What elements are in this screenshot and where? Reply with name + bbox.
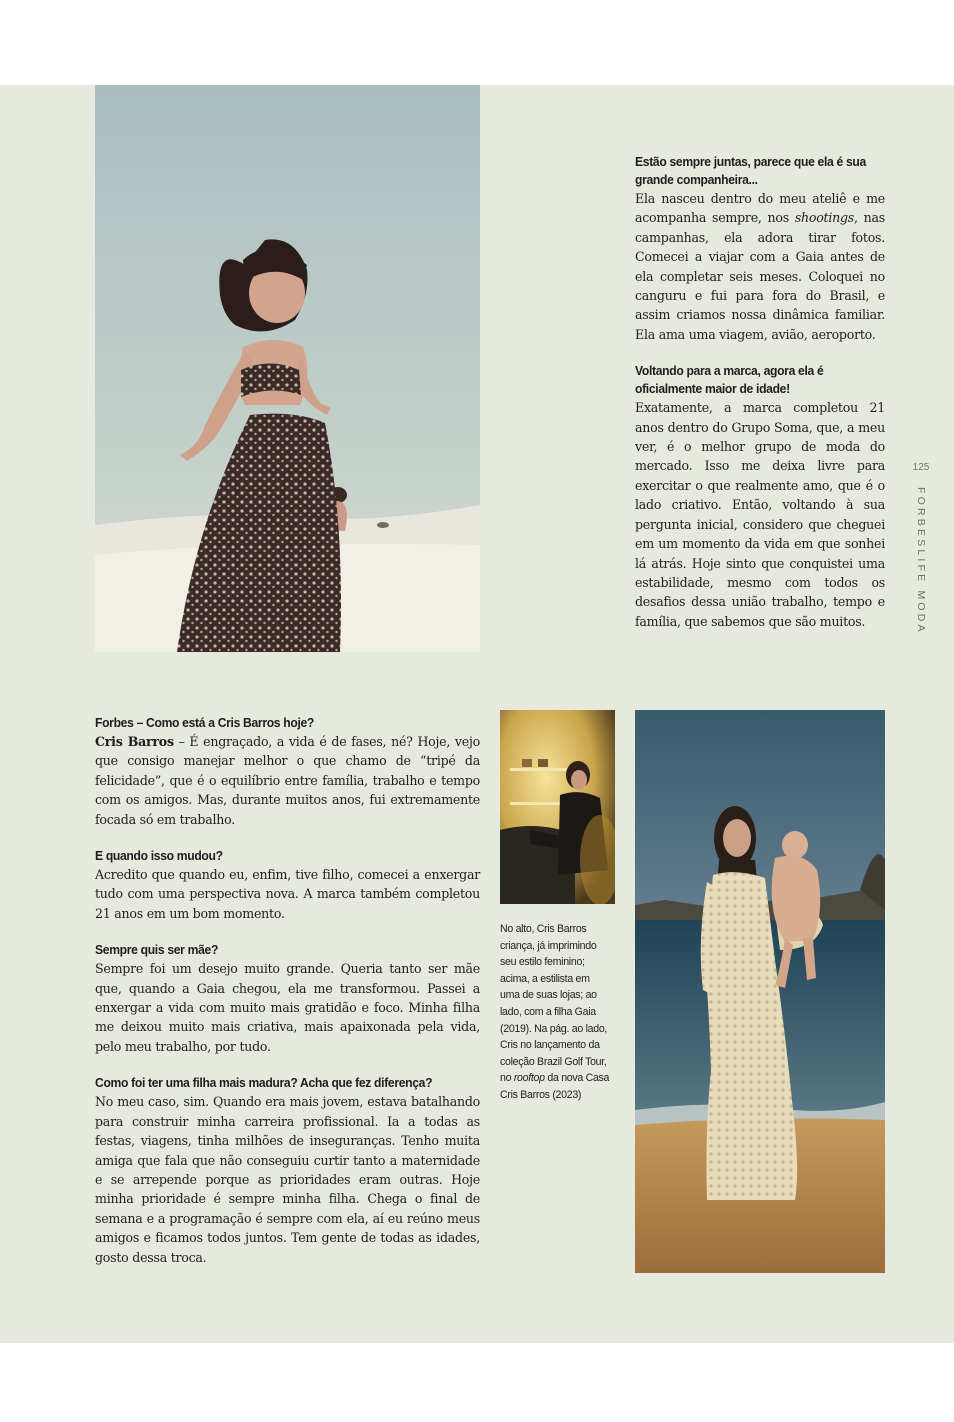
- photo-caption: No alto, Cris Barros criança, já imprimindo seu estilo feminino; acima, a estilista em uma de suas lojas; ao lado, com a filha Gaia (2019). Na pág. ao lado, Cris no lançamento da coleção Brazil Golf Tour, no rooftop da nova Casa Cris Barros (2023): [500, 923, 610, 1101]
- answer-paragraph: Cris Barros – É engraçado, a vida é de fases, né? Hoje, vejo que consigo manejar melhor o que chamo de “tripé da felicidade”, que é o equilíbrio entre família, trabalho e tempo com os amigos. Mas, durante muitos anos, fui extremamente focada só em trabalho.: [95, 734, 480, 827]
- question-heading: Forbes – Como está a Cris Barros hoje?: [95, 715, 315, 730]
- right-column: [635, 153, 885, 649]
- answer-paragraph: Sempre foi um desejo muito grande. Queria tanto ser mãe que, quando a Gaia chegou, ela me transformou. Passei a enxergar a vida com muito mais gratidão e foco. Minha filha me deixou muito mais criativa, mais apaixonada pela vida, pelo meu trabalho, por tudo.: [95, 961, 480, 1054]
- question-heading: Sempre quis ser mãe?: [95, 942, 219, 958]
- question-heading: Voltando para a marca, agora ela é oficialmente maior de idade!: [635, 363, 824, 397]
- speaker-name: Cris Barros: [95, 734, 174, 749]
- childhood-beach-photo: [95, 85, 480, 652]
- answer-paragraph: Exatamente, a marca completou 21 anos dentro do Grupo Soma, que, a meu ver, é o melhor grupo de moda do mercado. Isso me deixa livre para exercitar o que realmente amo, que é o lado criativo. Então, voltando à sua pergunta inicial, considero que cheguei em um momento da vida em que sonhei lá atrás. Hoje sinto que conquistei uma estabilidade, mesmo com todos os desafios dessa união trabalho, tempo e família, que sabemos que são muitos.: [635, 400, 885, 629]
- question-heading: E quando isso mudou?: [95, 848, 223, 864]
- answer-paragraph: Acredito que quando eu, enfim, tive filho, comecei a enxergar tudo com uma perspectiva nova. A marca também completou 21 anos em um bom momento.: [95, 867, 480, 921]
- page-number: 125: [912, 462, 930, 473]
- answer-paragraph: No meu caso, sim. Quando era mais jovem, estava batalhando para construir minha carreira profissional. Ia a todas as festas, viagens, tinha milhões de inseguranças. Tenho muita amiga que fala que não conseguiu curtir tanto a maternidade e se arrepende porque as prioridades eram outras. Hoje minha prioridade é sempre minha filha. Chega o final de semana e a programação é sempre com ela, aí eu reúno meus amigos e ficamos todos juntos. Tem gente de todas as idades, gosto dessa troca.: [95, 1094, 480, 1265]
- mother-baby-beach-photo: [635, 710, 885, 1273]
- left-column: [95, 714, 480, 1285]
- answer-paragraph: Ela nasceu dentro do meu ateliê e me acompanha sempre, nos shootings, nas campanhas, ela adora tirar fotos. Comecei a viajar com a Gaia antes de ela completar seis meses. Coloquei no canguru e fui para fora do Brasil, e assim criamos nossa dinâmica familiar. Ela ama uma viagem, avião, aeroporto.: [635, 191, 885, 342]
- question-heading: Como foi ter uma filha mais madura? Acha que fez diferença?: [95, 1075, 433, 1091]
- question-heading: Estão sempre juntas, parece que ela é sua grande companheira...: [635, 154, 866, 187]
- section-label: FORBESLIFE MODA: [915, 487, 927, 635]
- store-portrait-photo: [500, 710, 615, 904]
